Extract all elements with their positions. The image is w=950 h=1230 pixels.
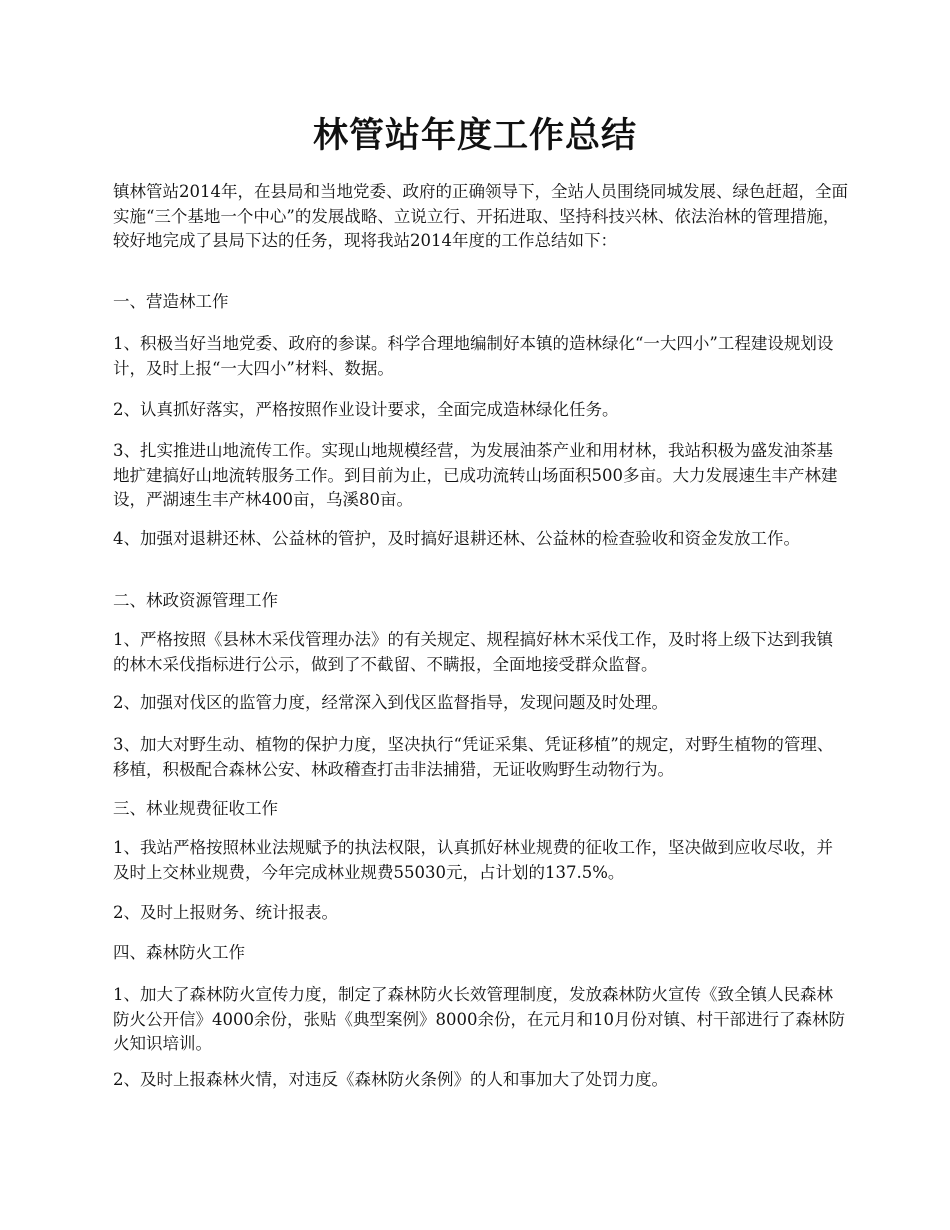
section-heading-fees: 三、林业规费征收工作 xyxy=(113,799,278,818)
paragraph-afforestation-2: 2、认真抓好落实，严格按照作业设计要求，全面完成造林绿化任务。 xyxy=(113,400,619,419)
section-heading-afforestation: 一、营造林工作 xyxy=(113,292,229,311)
paragraph-afforestation-4: 4、加强对退耕还林、公益林的管护，及时搞好退耕还林、公益林的检查验收和资金发放工作。 xyxy=(113,529,800,548)
paragraph-fire-2: 2、及时上报森林火情，对违反《森林防火条例》的人和事加大了处罚力度。 xyxy=(113,1070,668,1089)
paragraph-resource-3: 3、加大对野生动、植物的保护力度，坚决执行“凭证采集、凭证移植”的规定，对野生植物的管理、移植，积极配合森林公安、林政稽查打击非法捕猎，无证收购野生动物行为。 xyxy=(113,735,834,779)
paragraph-afforestation-3: 3、扎实推进山地流传工作。实现山地规模经营，为发展油茶产业和用材林，我站积极为盛发油茶基地扩建搞好山地流转服务工作。到目前为止，已成功流转山场面积500多亩。大力发展速生丰产林建设，严湖速生丰产林400亩，乌溪80亩。 xyxy=(113,441,838,509)
section-heading-resource-management: 二、林政资源管理工作 xyxy=(113,591,278,610)
paragraph-fees-1: 1、我站严格按照林业法规赋予的执法权限，认真抓好林业规费的征收工作，坚决做到应收尽收，并及时上交林业规费，今年完成林业规费55030元，占计划的137.5%。 xyxy=(113,838,833,882)
section-heading-fire-prevention: 四、森林防火工作 xyxy=(113,943,245,962)
paragraph-resource-2: 2、加强对伐区的监管力度，经常深入到伐区监督指导，发现问题及时处理。 xyxy=(113,693,668,712)
paragraph-afforestation-1: 1、积极当好当地党委、政府的参谋。科学合理地编制好本镇的造林绿化“一大四小”工程建设规划设计，及时上报“一大四小”材料、数据。 xyxy=(113,334,834,378)
paragraph-fire-1: 1、加大了森林防火宣传力度，制定了森林防火长效管理制度，发放森林防火宣传《致全镇人民森林防火公开信》4000余份，张贴《典型案例》8000余份，在元月和10月份对镇、村干部进行了森林防火知识培训。 xyxy=(113,985,845,1053)
document-title: 林管站年度工作总结 xyxy=(312,116,637,156)
paragraph-resource-1: 1、严格按照《县林木采伐管理办法》的有关规定、规程搞好林木采伐工作，及时将上级下达到我镇的林木采伐指标进行公示，做到了不截留、不瞒报，全面地接受群众监督。 xyxy=(113,630,833,674)
intro-paragraph: 镇林管站2014年，在县局和当地党委、政府的正确领导下，全站人员围绕同城发展、绿色赶超，全面实施“三个基地一个中心”的发展战略、立说立行、开拓进取、坚持科技兴林、依法治林的管理措施，较好地完成了县局下达的任务，现将我站2014年度的工作总结如下： xyxy=(113,182,848,250)
paragraph-fees-2: 2、及时上报财务、统计报表。 xyxy=(113,903,338,922)
